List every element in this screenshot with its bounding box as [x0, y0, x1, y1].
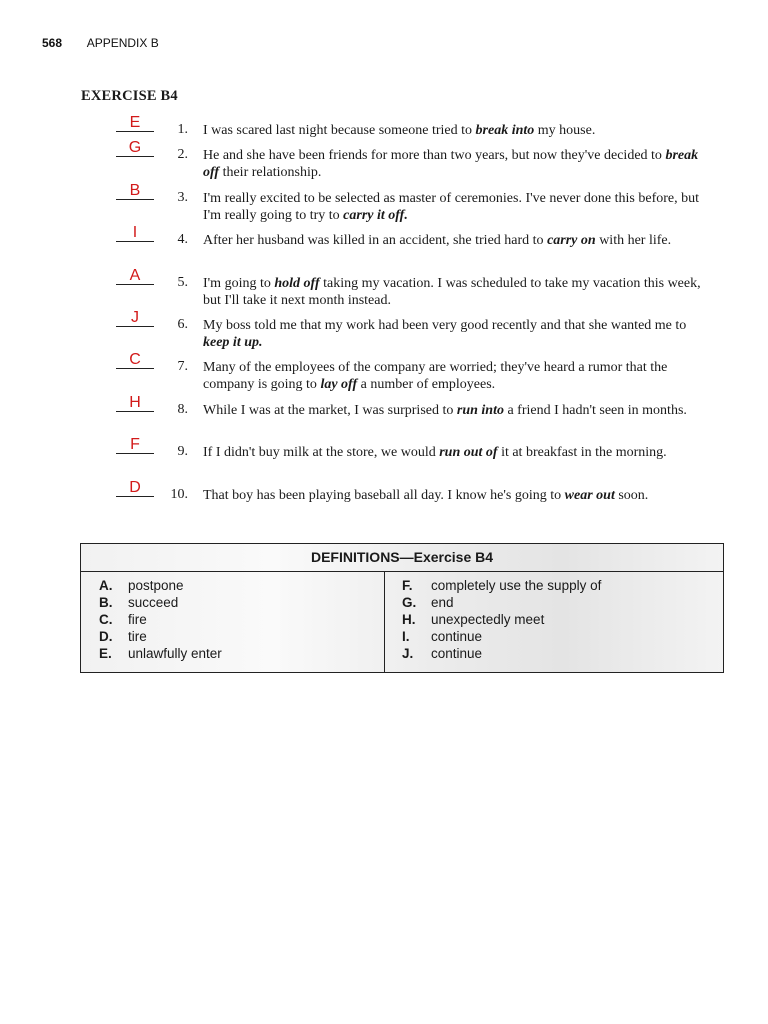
answer-blank-5[interactable]: A — [116, 268, 154, 285]
answer-blank-2[interactable]: G — [116, 140, 154, 157]
definition-text: continue — [431, 629, 483, 644]
phrasal-verb: wear out — [564, 488, 615, 503]
definition-letter: A. — [99, 578, 113, 593]
item-number-6: 6. — [177, 317, 188, 332]
phrasal-verb: keep it up. — [203, 335, 263, 350]
definition-text: unlawfully enter — [128, 646, 222, 661]
item-sentence-3: I'm really excited to be selected as master of ceremonies. I've never done this before, but I'm really going to try to carry it off. — [203, 191, 700, 223]
page-number: 568 — [42, 36, 63, 50]
phrasal-verb: carry on — [547, 233, 596, 248]
definition-text: unexpectedly meet — [431, 612, 545, 627]
definition-letter: G. — [402, 595, 417, 610]
phrasal-verb: lay off — [320, 377, 358, 392]
item-sentence-2: He and she have been friends for more than two years, but now they've decided to break off their relationship. — [203, 148, 699, 180]
definition-text: tire — [128, 629, 147, 644]
column-divider — [384, 571, 385, 672]
item-number-1: 1. — [177, 122, 188, 137]
item-number-4: 4. — [177, 232, 188, 247]
definition-letter: I. — [402, 629, 410, 644]
definition-text: fire — [128, 612, 147, 627]
definition-i — [402, 628, 601, 645]
definition-text: completely use the supply of — [431, 578, 602, 593]
phrasal-verb: break into — [475, 123, 535, 138]
answer-blank-8[interactable]: H — [116, 395, 154, 412]
item-sentence-10: That boy has been playing baseball all day. I know he's going to wear out soon. — [203, 488, 649, 503]
item-sentence-1: I was scared last night because someone tried to break into my house. — [203, 123, 596, 138]
definition-letter: B. — [99, 595, 113, 610]
definition-letter: F. — [402, 578, 413, 593]
definition-text: end — [431, 595, 454, 610]
item-sentence-4: After her husband was killed in an accident, she tried hard to carry on with her life. — [203, 233, 672, 248]
item-sentence-5: I'm going to hold off taking my vacation. I was scheduled to take my vacation this week, but I'll take it next month instead. — [203, 276, 701, 308]
item-number-8: 8. — [177, 402, 188, 417]
phrasal-verb: hold off — [274, 276, 320, 291]
definition-c — [99, 611, 222, 628]
answer-blank-1[interactable]: E — [116, 115, 154, 132]
definition-b — [99, 594, 222, 611]
answer-blank-4[interactable]: I — [116, 225, 154, 242]
definitions-title: DEFINITIONS—Exercise B4 — [81, 544, 723, 572]
definition-h — [402, 611, 601, 628]
definitions-right-column — [402, 577, 601, 662]
item-number-7: 7. — [177, 359, 188, 374]
definition-letter: H. — [402, 612, 416, 627]
item-sentence-8: While I was at the market, I was surprised to run into a friend I hadn't seen in months. — [203, 403, 687, 418]
definition-letter: C. — [99, 612, 113, 627]
section-title: APPENDIX B — [86, 36, 159, 50]
item-number-5: 5. — [177, 275, 188, 290]
phrasal-verb: break off — [203, 148, 699, 180]
phrasal-verb: run into — [456, 403, 504, 418]
definition-letter: J. — [402, 646, 414, 661]
definition-text: succeed — [128, 595, 179, 610]
item-number-9: 9. — [177, 444, 188, 459]
item-number-10: 10. — [170, 487, 188, 502]
definition-letter: D. — [99, 629, 113, 644]
definition-j — [402, 645, 601, 662]
definition-a — [99, 577, 222, 594]
page-header — [42, 36, 159, 50]
definition-f — [402, 577, 601, 594]
item-number-3: 3. — [177, 190, 188, 205]
item-sentence-9: If I didn't buy milk at the store, we would run out of it at breakfast in the morning. — [203, 445, 667, 460]
definition-d — [99, 628, 222, 645]
item-number-2: 2. — [177, 147, 188, 162]
item-sentence-6: My boss told me that my work had been very good recently and that she wanted me to keep it up. — [203, 318, 687, 350]
phrasal-verb: carry it off. — [343, 208, 408, 223]
definitions-left-column — [99, 577, 222, 662]
definition-e — [99, 645, 222, 662]
answer-blank-9[interactable]: F — [116, 437, 154, 454]
item-sentence-7: Many of the employees of the company are worried; they've heard a rumor that the company is going to lay off a number of employees. — [203, 360, 668, 392]
answer-blank-10[interactable]: D — [116, 480, 154, 497]
definition-text: postpone — [128, 578, 184, 593]
exercise-title: EXERCISE B4 — [81, 88, 178, 104]
answer-blank-6[interactable]: J — [116, 310, 154, 327]
definitions-box — [80, 543, 724, 673]
definition-g — [402, 594, 601, 611]
phrasal-verb: run out of — [439, 445, 498, 460]
answer-blank-7[interactable]: C — [116, 352, 154, 369]
definition-letter: E. — [99, 646, 112, 661]
answer-blank-3[interactable]: B — [116, 183, 154, 200]
definition-text: continue — [431, 646, 483, 661]
